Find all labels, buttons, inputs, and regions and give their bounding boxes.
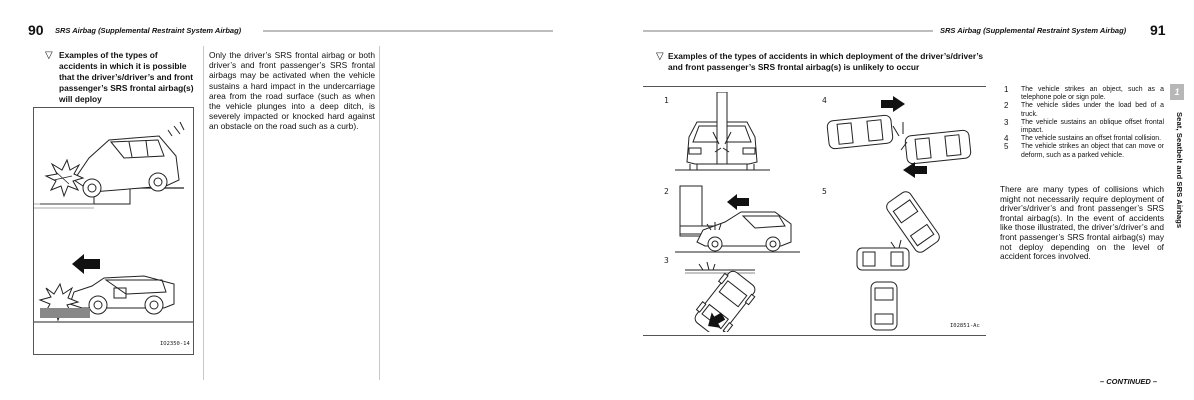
figure-top-rule bbox=[643, 86, 986, 87]
figure-label-3: 3 bbox=[664, 256, 669, 265]
list-item: 3 The vehicle sustains an oblique offset frontal impact. bbox=[1004, 117, 1164, 135]
triangle-marker-icon-right: ▽ bbox=[656, 51, 664, 62]
list-item: 2 The vehicle slides under the load bed of a truck. bbox=[1004, 101, 1164, 118]
accident-type-list bbox=[1004, 86, 1164, 160]
pole-impact-drawing bbox=[687, 92, 757, 170]
left-figure-box bbox=[33, 107, 194, 355]
chapter-side-title: Seat, Seatbelt and SRS Airbags bbox=[1175, 112, 1184, 229]
curb-block bbox=[40, 308, 90, 318]
figure-label-2: 2 bbox=[664, 187, 669, 196]
offset-collision-drawing bbox=[827, 115, 972, 165]
arrow-left-icon bbox=[72, 254, 100, 274]
car-ditch-illustration bbox=[40, 122, 184, 204]
arrow-right-icon bbox=[881, 96, 905, 112]
left-running-head: SRS Airbag (Supplemental Restraint System Airbag) bbox=[55, 26, 242, 35]
right-body-paragraph: There are many types of collisions which might not necessarily require deployment of driver’s/driver’s and front passenger’s SRS frontal airbag(s). In the event of accidents like those illustrated, the driver’s/driver’s and front passenger’s SRS frontal airbag(s) may not deploy depending on the level of accident forces involved. bbox=[1000, 184, 1164, 262]
chapter-tab: 1 bbox=[1170, 84, 1184, 100]
list-item: 4 The vehicle sustains an offset frontal collision. bbox=[1004, 134, 1162, 144]
right-section-heading bbox=[656, 51, 996, 73]
left-column-divider bbox=[203, 46, 204, 380]
left-header-rule bbox=[263, 30, 553, 32]
left-page-edge-divider bbox=[379, 46, 380, 380]
oblique-impact-drawing bbox=[685, 262, 760, 332]
list-item: 1 The vehicle strikes an object, such as a telephone pole or sign pole. bbox=[1004, 85, 1164, 102]
left-heading-text: Examples of the types of accidents in which it is possible that the driver’s/driver’s and front passenger’s SRS frontal airbag(s) will deploy bbox=[59, 50, 194, 104]
accident-illustration bbox=[34, 108, 193, 354]
figure-label-5: 5 bbox=[822, 187, 827, 196]
figure-label-1: 1 bbox=[664, 96, 669, 105]
left-body-paragraph: Only the driver’s SRS frontal airbag or both driver’s and front passenger’s SRS frontal airbags may be activated when the vehicle sustains a hard impact in the undercarriage area from the road surface (such as when the vehicle plunges into a deep ditch, is severely impacted or knocked hard against an obstacle on the road such as a curb). bbox=[209, 50, 375, 132]
triangle-marker-icon: ▽ bbox=[45, 50, 53, 61]
arrow-left-icon-3 bbox=[903, 162, 927, 178]
arrow-left-icon-2 bbox=[727, 194, 749, 210]
left-page-number: 90 bbox=[28, 22, 44, 38]
right-figure-code: I02851-Ac bbox=[950, 323, 980, 329]
impact-burst-1 bbox=[46, 160, 83, 196]
right-running-head: SRS Airbag (Supplemental Restraint System Airbag) bbox=[940, 26, 1127, 35]
continued-marker: – CONTINUED – bbox=[1100, 377, 1158, 386]
left-figure-code: IO2350-14 bbox=[160, 341, 190, 347]
right-heading-text: Examples of the types of accidents in which deployment of the driver’s/driver’s and front passenger’s SRS frontal airbag(s) is unlikely to occur bbox=[668, 51, 984, 72]
accident-types-illustration bbox=[645, 92, 985, 332]
parked-vehicle-drawing bbox=[857, 189, 942, 330]
right-page-number: 91 bbox=[1150, 22, 1166, 38]
right-header-rule bbox=[643, 30, 933, 32]
figure-bottom-rule bbox=[643, 335, 986, 336]
figure-label-4: 4 bbox=[822, 96, 827, 105]
left-section-heading bbox=[45, 50, 197, 105]
list-item: 5 The vehicle strikes an object that can move or deform, such as a parked vehicle. bbox=[1004, 142, 1164, 159]
